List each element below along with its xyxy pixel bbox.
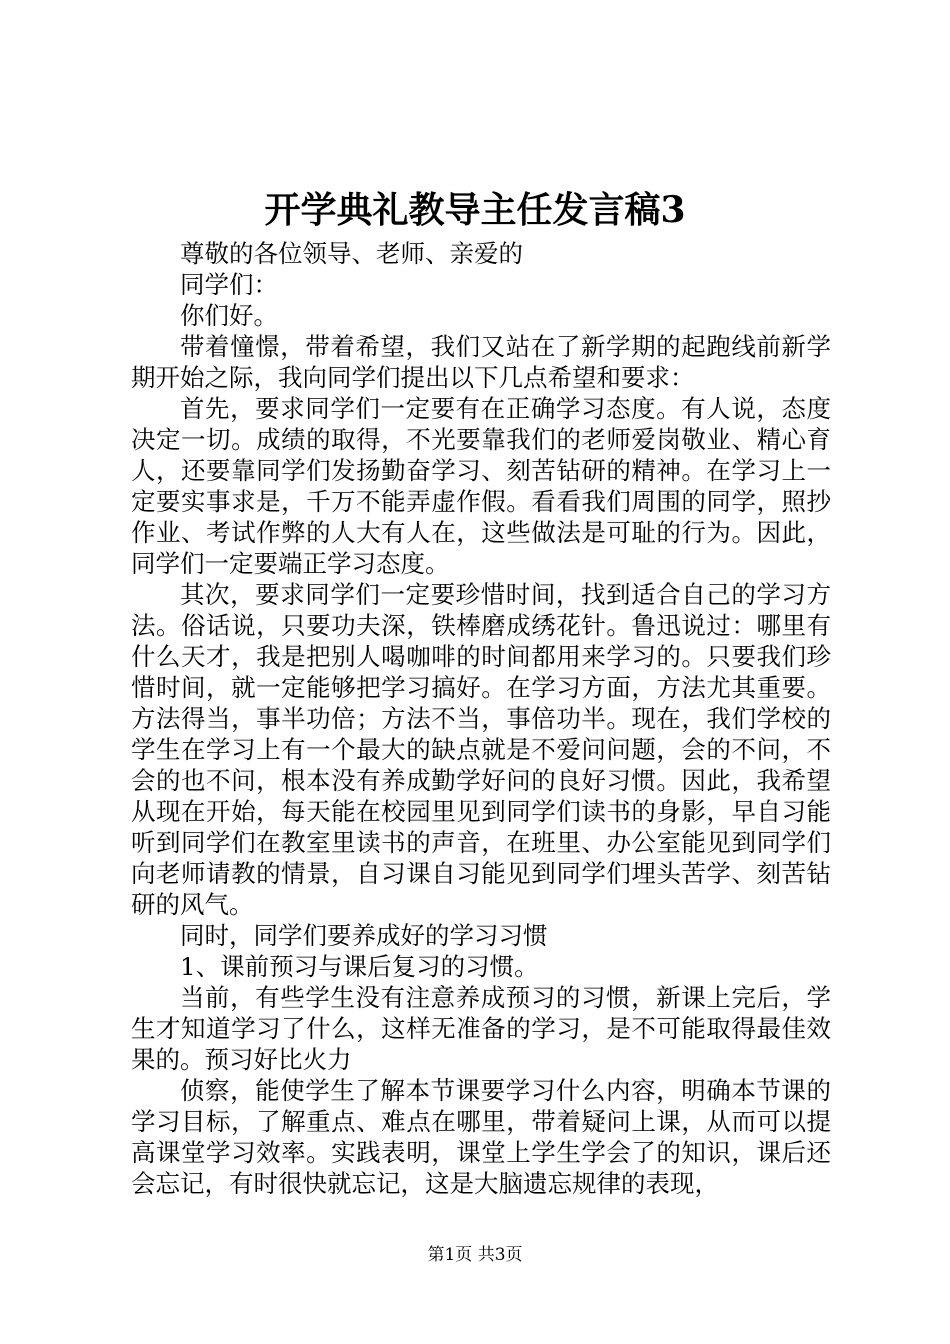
paragraph-habits-heading: 同时，同学们要养成好的学习习惯 bbox=[180, 921, 548, 950]
document-title: 开学典礼教导主任发言稿3 bbox=[264, 189, 686, 231]
paragraph-habit-1-body: 当前，有些学生没有注意养成预习的习惯，新课上完后，学生才知道学习了什么，这样无准备的学习，是不可能取得最佳效果的。预习好比火力 bbox=[131, 983, 831, 1074]
document-body bbox=[131, 238, 831, 1199]
paragraph-greeting-2: 同学们： bbox=[180, 270, 278, 299]
paragraph-greeting-1: 尊敬的各位领导、老师、亲爱的 bbox=[180, 239, 523, 268]
paragraph-second-point: 其次，要求同学们一定要珍惜时间，找到适合自己的学习方法。俗话说，只要功夫深，铁棒磨成绣花针。鲁迅说过：哪里有什么天才，我是把别人喝咖啡的时间都用来学习的。只要我们珍惜时间，就一定能够把学习搞好。在学习方面，方法尤其重要。方法得当，事半功倍；方法不当，事倍功半。现在，我们学校的学生在学习上有一个最大的缺点就是不爱问问题，会的不问，不会的也不问，根本没有养成勤学好问的良好习惯。因此，我希望从现在开始，每天能在校园里见到同学们读书的身影，早自习能听到同学们在教室里读书的声音，在班里、办公室能见到同学们向老师请教的情景，自习课自习能见到同学们埋头苦学、刻苦钻研的风气。 bbox=[131, 580, 831, 919]
paragraph-intro: 带着憧憬，带着希望，我们又站在了新学期的起跑线前新学期开始之际，我向同学们提出以下几点希望和要求： bbox=[131, 332, 831, 392]
paragraph-greeting-3: 你们好。 bbox=[180, 301, 278, 330]
paragraph-habit-1-continued: 侦察，能使学生了解本节课要学习什么内容，明确本节课的学习目标，了解重点、难点在哪里，带着疑问上课，从而可以提高课堂学习效率。实践表明，课堂上学生学会了的知识，课后还会忘记，有时很快就忘记，这是大脑遗忘规律的表现， bbox=[131, 1076, 831, 1198]
page-footer: 第1页 共3页 bbox=[427, 1245, 523, 1265]
paragraph-first-point: 首先，要求同学们一定要有在正确学习态度。有人说，态度决定一切。成绩的取得，不光要靠我们的老师爱岗敬业、精心育人，还要靠同学们发扬勤奋学习、刻苦钻研的精神。在学习上一定要实事求是，千万不能弄虚作假。看看我们周围的同学，照抄作业、考试作弊的人大有人在，这些做法是可耻的行为。因此，同学们一定要端正学习态度。 bbox=[131, 394, 831, 578]
paragraph-habit-1-heading: 1、课前预习与课后复习的习惯。 bbox=[180, 952, 539, 981]
